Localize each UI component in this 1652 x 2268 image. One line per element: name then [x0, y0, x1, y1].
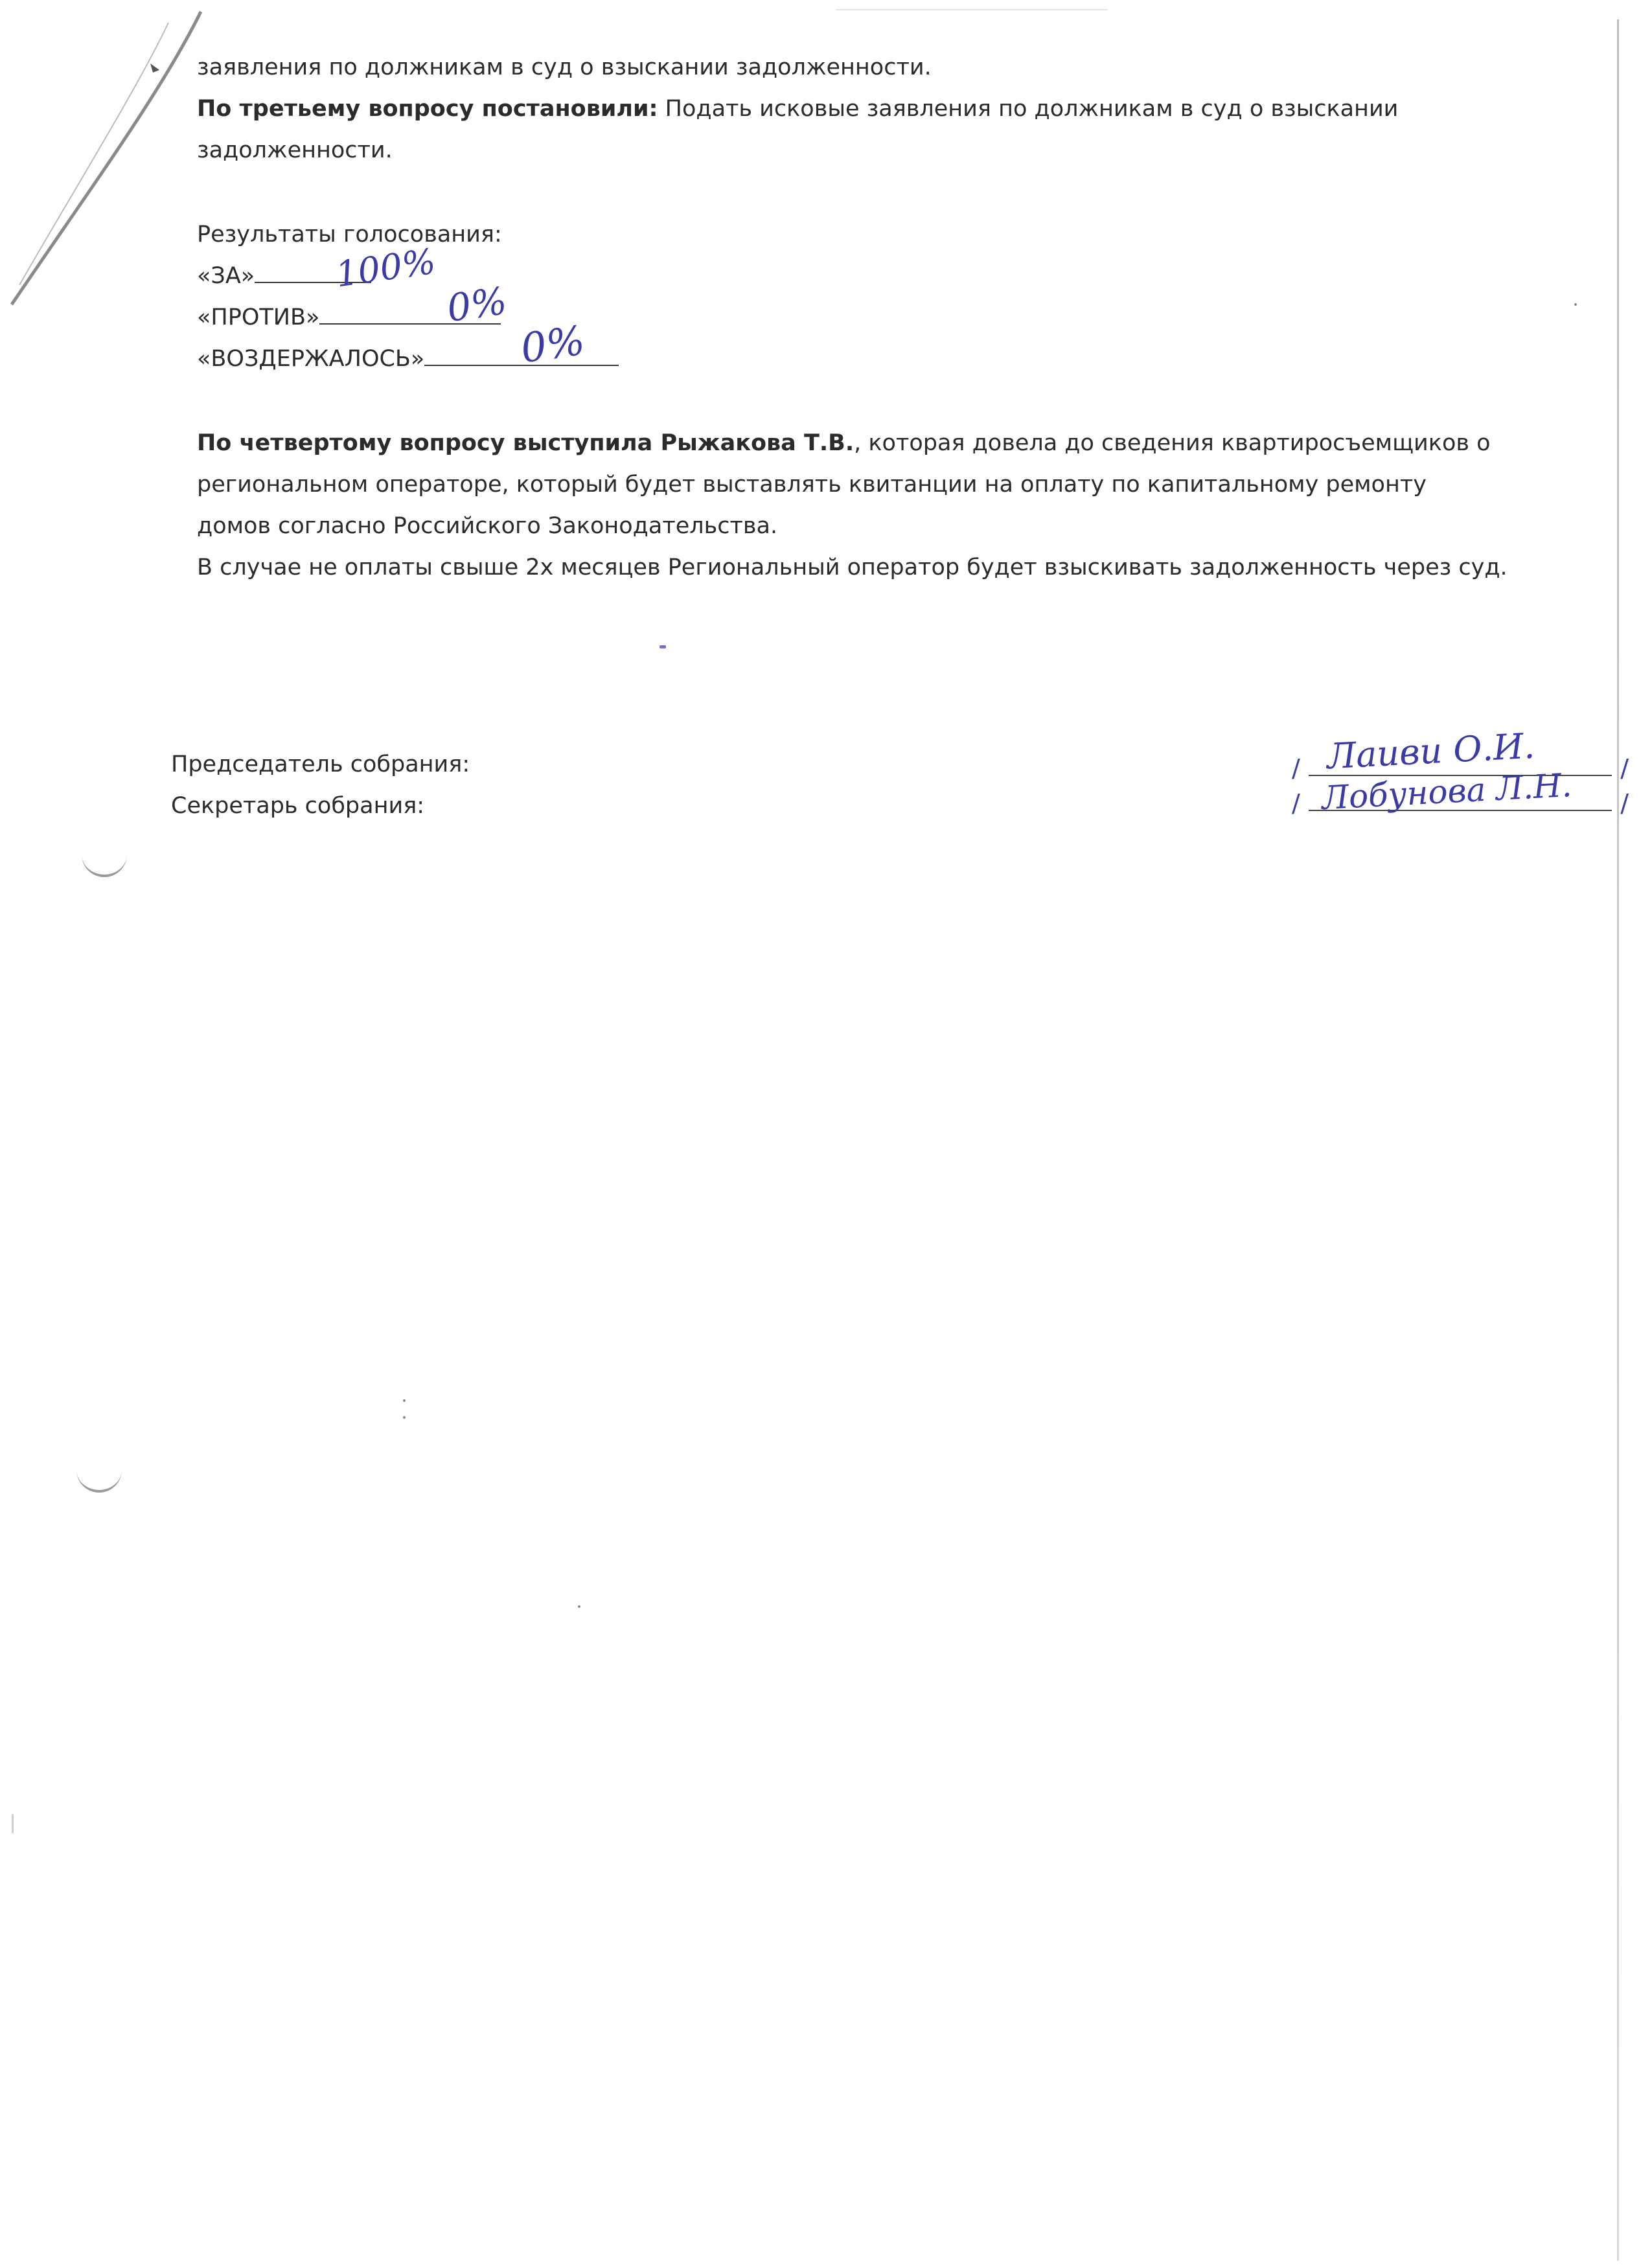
vote-against-label: «ПРОТИВ»	[197, 304, 320, 330]
third-question-line1	[197, 88, 1544, 130]
fourth-question-text-1: , которая довела до сведения квартиросъемщиков о	[854, 430, 1491, 456]
secretary-signature-row	[171, 766, 1629, 827]
voting-results	[197, 214, 1544, 380]
chair-signature-slash-left: /	[1292, 754, 1300, 783]
continuation-line: заявления по должникам в суд о взыскании задолженности.	[197, 54, 932, 80]
fourth-question-lead: По четвертому вопросу выступила Рыжакова Т.В.	[197, 430, 855, 456]
scan-dot	[1574, 303, 1577, 306]
third-question-text-1: Подать исковые заявления по должникам в суд о взыскании	[658, 96, 1399, 122]
vote-for-row	[197, 240, 1544, 297]
vote-for-label: «ЗА»	[197, 263, 255, 289]
third-question-lead: По третьему вопросу постановили:	[197, 96, 658, 122]
scan-dot	[578, 1605, 580, 1608]
ink-speck	[660, 645, 666, 648]
vote-against-row	[197, 278, 1544, 338]
secretary-label: Секретарь собрания:	[171, 793, 425, 819]
secretary-signature	[1292, 766, 1629, 818]
scan-artifact-right-edge	[1617, 19, 1619, 2261]
fourth-question-text-2: региональном операторе, который будет выставлять квитанции на оплату по капитальному ремонту	[197, 472, 1427, 498]
vote-abstain-label: «ВОЗДЕРЖАЛОСЬ»	[197, 346, 425, 372]
scan-edge-mark	[12, 1814, 14, 1833]
fourth-question-line1	[197, 422, 1544, 464]
voting-heading: Результаты голосования:	[197, 222, 502, 247]
scan-dot	[403, 1416, 406, 1419]
secretary-signature-slash-right: /	[1620, 789, 1629, 818]
chair-signature-slash-right: /	[1620, 754, 1629, 783]
pen-stroke-artifact	[0, 0, 220, 363]
chair-signature-name: Лаиви О.И.	[1325, 725, 1536, 777]
punch-hole-mark-upper	[82, 853, 127, 877]
chair-label: Председатель собрания:	[171, 751, 470, 777]
third-question-text-2: задолженности.	[197, 137, 393, 163]
punch-hole-mark-lower	[76, 1468, 122, 1493]
scan-artifact-top	[836, 9, 1108, 10]
fourth-question	[197, 422, 1544, 588]
vote-abstain-value: 0%	[518, 316, 588, 372]
secretary-signature-slash-left: /	[1292, 789, 1300, 818]
fourth-question-text-3: домов согласно Российского Законодательства.	[197, 513, 778, 539]
scan-dot	[403, 1399, 406, 1402]
vote-for-value: 100%	[333, 240, 438, 295]
secretary-signature-name: Лобунова Л.Н.	[1320, 766, 1573, 818]
vote-against-value: 0%	[444, 278, 510, 331]
continuation-paragraph	[197, 47, 1544, 171]
fourth-question-text-4: В случае не оплаты свыше 2х месяцев Региональный оператор будет взыскивать задолженность через суд.	[197, 555, 1508, 580]
